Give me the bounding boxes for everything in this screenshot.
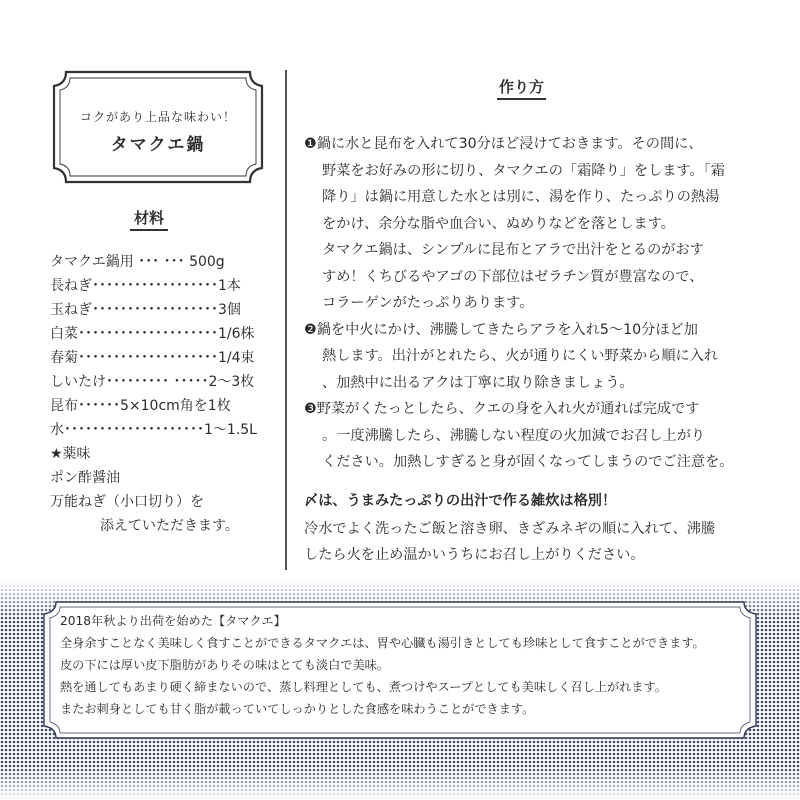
method-line: ❸野菜がくたっとしたら、クエの身を入れ火が通れば完成です [304,401,700,417]
method-line: コラーゲンがたっぷりあります。 [322,295,534,311]
info-text [60,610,750,720]
ingredient-line: 水････････････････････1～1.5L [50,422,257,438]
info-line: 皮の下には厚い皮下脂肪がありその味はとても淡白で美味。 [60,658,390,672]
dish-title: タマクエ鍋 [110,135,206,155]
ingredient-line: 春菊････････････････････1/4束 [50,350,255,366]
info-line: またお刺身としても甘く脂が載っていてしっかりとした食感を味わうことができます。 [60,702,535,716]
ingredient-line: 玉ねぎ･･････････････････3個 [50,302,241,318]
method-heading: 作り方 [497,76,546,100]
column-divider [285,70,287,570]
ingredients-list [50,250,278,538]
method-line: 。一度沸騰したら、沸騰しない程度の火加減でお召し上がり [322,427,706,444]
ingredient-line: 白菜････････････････････1/6株 [50,326,255,342]
ingredients-heading: 材料 [130,207,168,231]
ingredient-line: しいたけ･････････ ･････2～3枚 [50,374,255,390]
tip-line: したら火を止め温かいうちにお召し上がりください。 [304,547,645,563]
method-line: 、加熱中に出るアクは丁寧に取り除きましょう。 [322,374,634,391]
info-heading: 2018年秋より出荷を始めた【タマクエ】 [60,614,286,628]
ingredient-line: 昆布･･････5×10cm角を1枚 [50,398,231,414]
ingredient-line: ポン酢醤油 [50,470,120,486]
method-line: 降り」は鍋に用意した水とは別に、湯を作り、たっぷりの熱湯 [322,189,720,205]
method-line: 野菜をお好みの形に切り、タマクエの「霜降り」をします。「霜 [322,162,725,179]
method-line: 熱します。出汁がとれたら、火が通りにくい野菜から順に入れ [322,348,719,364]
tip-line: 冷水でよく洗ったご飯と溶き卵、きざみネギの順に入れて、沸騰 [304,521,716,537]
ingredient-line: タマクエ鍋用 ･･･ ･･･ 500g [50,254,225,270]
tip-heading: 〆は、うまみたっぷりの出汁で作る雑炊は格別！ [304,493,617,509]
label-subtitle: コクがあり上品な味わい！ [79,110,236,124]
info-panel [42,600,758,740]
info-line: 熱を通してもあまり硬く締まないので、蒸し料理としても、煮つけやスープとしても美味しく召し上がれます。 [60,680,667,694]
condiment-heading: ★薬味 [50,446,91,462]
method-line: タマクエ鍋は、シンプルに昆布とアラで出汁をとるのがおす [322,242,704,258]
method-line: ❷鍋を中火にかけ、沸騰してきたらアラを入れ5～10分ほど加 [304,321,698,338]
ingredient-line: 添えていただきます。 [100,518,239,534]
method-line: ❶鍋に水と昆布を入れて30分ほど浸けておきます。その間に、 [304,136,703,152]
method-steps [304,131,764,476]
ornate-frame-icon [48,68,268,186]
tip-body [304,516,774,568]
info-line: 全身余すことなく美味しく食すことができるタマクエは、胃や心臓も湯引きとしても珍味として食すことができます。 [60,636,705,650]
ingredient-line: 長ねぎ･･････････････････1本 [50,278,241,294]
title-label-frame [48,68,268,186]
method-line: をかけ、余分な脂や血合い、ぬめりなどを落とします。 [322,215,675,232]
method-line: すめ！くちびるやアゴの下部位はゼラチン質が豊富なので、 [322,268,704,285]
method-line: ください。加熱しすぎると身が固くなってしまうのでご注意を。 [322,454,734,470]
ingredient-line: 万能ねぎ（小口切り）を [50,494,204,510]
